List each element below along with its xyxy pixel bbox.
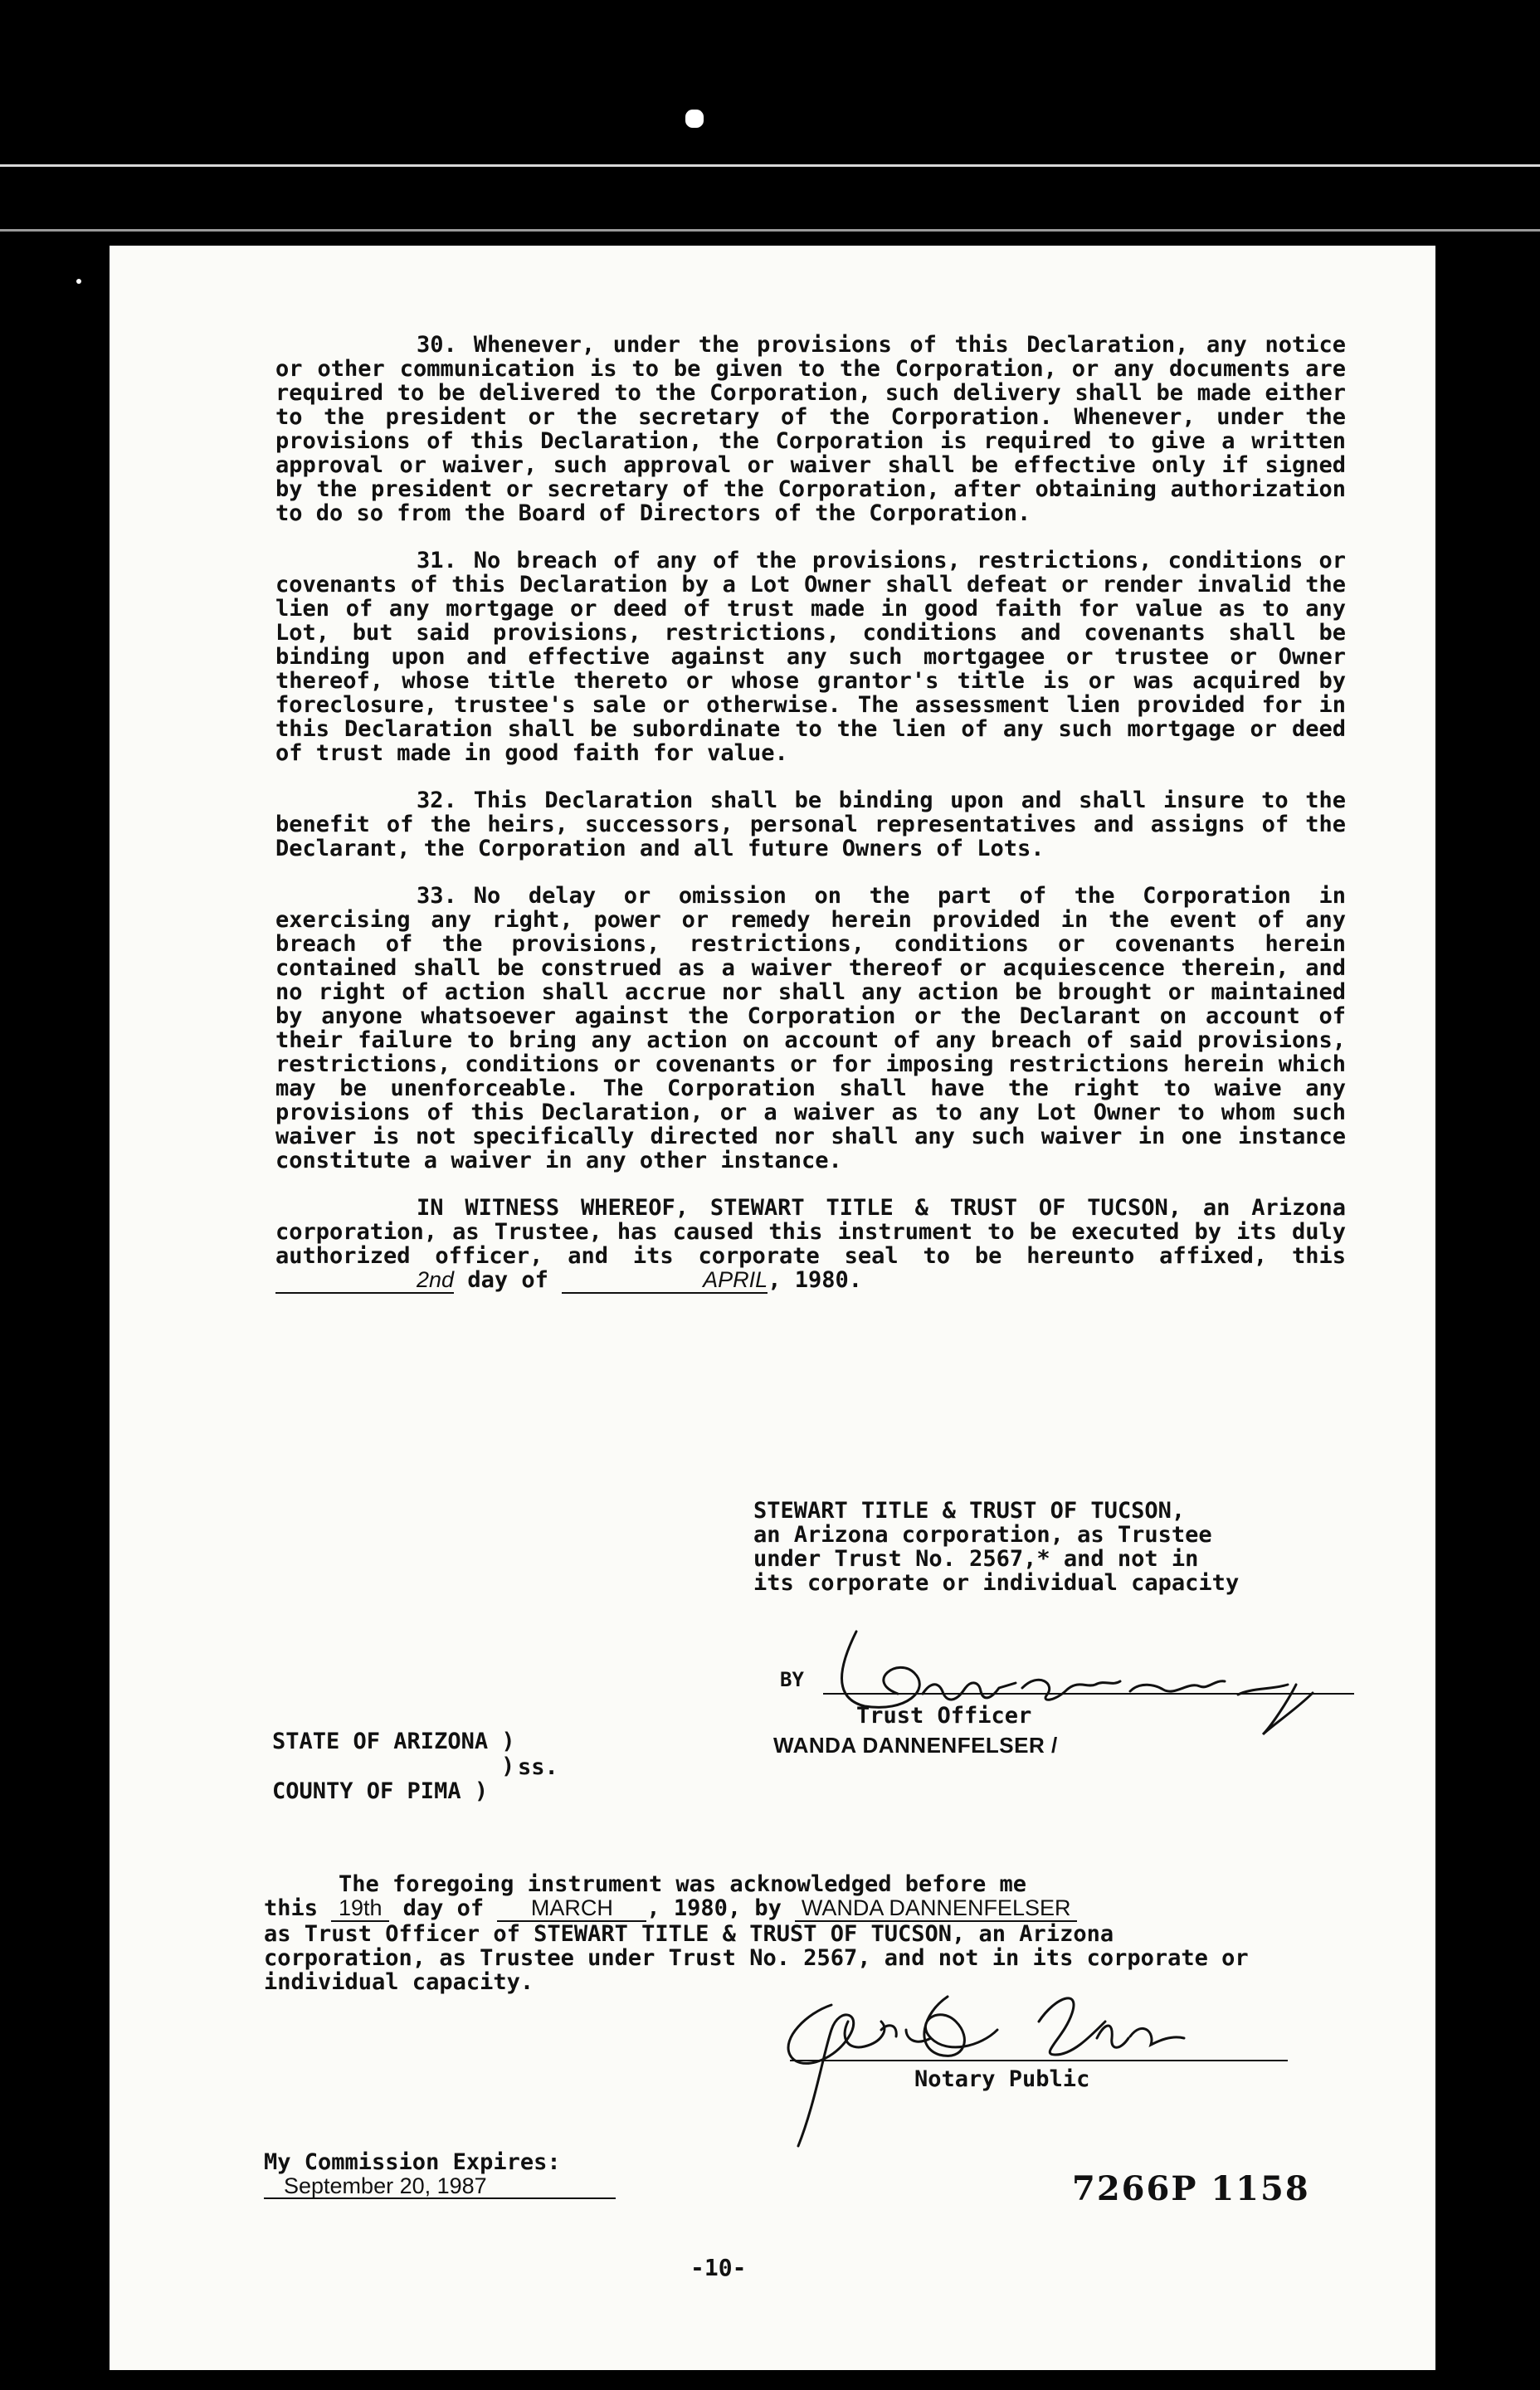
page-number: -10- [690, 2254, 747, 2281]
commission-block [264, 2151, 616, 2199]
document-page [110, 246, 1435, 2370]
paragraph-text: Whenever, under the provisions of this Declaration, any notice or other communication is to be given to the Corporation, or any documents are required to be delivered to the Corporation, such delivery shall be made either to the president or the secretary of the Corporation. Whenever, under the provisions of this Declaration, the Corporation is required to give a written approval or waiver, such approval or waiver shall be effective only if signed by the president or secretary of the Corporation, after obtaining authorization to do so from the Board of Directors of the Corporation. [275, 332, 1346, 526]
venue-state: STATE OF ARIZONA ) [272, 1729, 515, 1754]
trustee-line: its corporate or individual capacity [753, 1570, 1240, 1596]
notary-label: Notary Public [914, 2066, 1090, 2092]
paragraph-32 [275, 788, 1346, 861]
paragraph-number: 32. [417, 788, 457, 813]
scan-artifact-line [0, 164, 1540, 167]
paragraph-text: No delay or omission on the part of the Corporation in exercising any right, power or remedy herein provided in the event of any breach of the provisions, restrictions, conditions or covenants herein contained shall be construed as a waiver thereof or acquiescence therein, and no right of action shall accrue nor shall any action be brought or maintained by anyone whatsoever against the Corporation or the Declarant on account of their failure to bring any action on account of any breach of said provisions, restrictions, conditions or covenants or for imposing restrictions herein which may be unenforceable. The Corporation shall have the right to waive any provisions of this Declaration, or a waiver as to any Lot Owner to whom such waiver is not specifically directed nor shall any such waiver in one instance constitute a waiver in any other instance. [275, 883, 1346, 1173]
venue-ss: ss. [518, 1754, 558, 1780]
witness-day-of: day of [467, 1267, 548, 1293]
ack-month-field: MARCH [497, 1896, 646, 1922]
trustee-line: under Trust No. 2567,* and not in [753, 1546, 1199, 1572]
trustee-line: an Arizona corporation, as Trustee [753, 1522, 1212, 1548]
ack-year: , 1980, by [646, 1895, 782, 1921]
paragraph-text: No breach of any of the provisions, restrictions, conditions or covenants of this Declaration by a Lot Owner shall defeat or render invalid the lien of any mortgage or deed of trust made in good faith for value as to any Lot, but said provisions, restrictions, conditions and covenants shall be binding upon and effective against any such mortgagee or trustee or Owner thereof, whose title thereto or whose grantor's title is or was acquired by foreclosure, trustee's sale or otherwise. The assessment lien provided for in this Declaration shall be subordinate to the lien of any such mortgage or deed of trust made in good faith for value. [275, 548, 1346, 766]
venue-block [272, 1729, 515, 1804]
ack-rest: as Trust Officer of STEWART TITLE & TRUST OF TUCSON, an Arizona corporation, as Trustee under Trust No. 2567, and not in its corporate or individual capacity. [264, 1921, 1249, 1995]
paragraph-number: 33. [417, 883, 457, 909]
trust-officer-title: Trust Officer [856, 1703, 1032, 1729]
ack-day-field: 19th [331, 1896, 389, 1922]
ack-name-field: WANDA DANNENFELSER [795, 1896, 1077, 1922]
trustee-block [753, 1499, 1367, 1595]
witness-year: , 1980. [768, 1267, 862, 1293]
paragraph-31 [275, 549, 1346, 765]
paragraph-number: 30. [417, 332, 457, 358]
declaration-body [275, 333, 1346, 1294]
commission-label: My Commission Expires: [264, 2149, 561, 2175]
paragraph-30 [275, 333, 1346, 525]
scan-artifact-speck [76, 279, 81, 284]
witness-month-field: APRIL [562, 1268, 768, 1294]
paragraph-33 [275, 884, 1346, 1173]
scan-artifact-line [0, 229, 1540, 232]
commission-date: September 20, 1987 [264, 2174, 616, 2199]
trust-officer-name: WANDA DANNENFELSER / [773, 1733, 1058, 1758]
witness-day-field: 2nd [275, 1268, 454, 1294]
notary-signature-rule [790, 2060, 1288, 2061]
witness-clause [275, 1196, 1346, 1294]
scan-top-border [0, 0, 1540, 234]
by-label: BY [780, 1668, 804, 1691]
ack-day-of: day of [402, 1895, 485, 1921]
scan-artifact-speck [685, 110, 704, 128]
venue-paren: ) [501, 1753, 515, 1779]
witness-text: IN WITNESS WHEREOF, STEWART TITLE & TRUST OF TUCSON, an Arizona corporation, as Trustee, has caused this instrument to be executed by its duly authorized officer, and its corporate seal to be hereunto affixed, this [275, 1195, 1346, 1269]
paragraph-text: This Declaration shall be binding upon and shall insure to the benefit of the heirs, successors, personal representatives and assigns of the Declarant, the Corporation and all future Owners of Lots. [275, 788, 1346, 861]
ack-date-line [264, 1896, 1376, 1922]
paragraph-number: 31. [417, 548, 457, 573]
recording-number: 7266P 1158 [1072, 2169, 1310, 2208]
ack-lead: The foregoing instrument was acknowledged before me [339, 1871, 1027, 1897]
trustee-line: STEWART TITLE & TRUST OF TUCSON, [753, 1498, 1186, 1524]
venue-county: COUNTY OF PIMA ) [272, 1778, 489, 1804]
ack-this: this [264, 1895, 319, 1921]
